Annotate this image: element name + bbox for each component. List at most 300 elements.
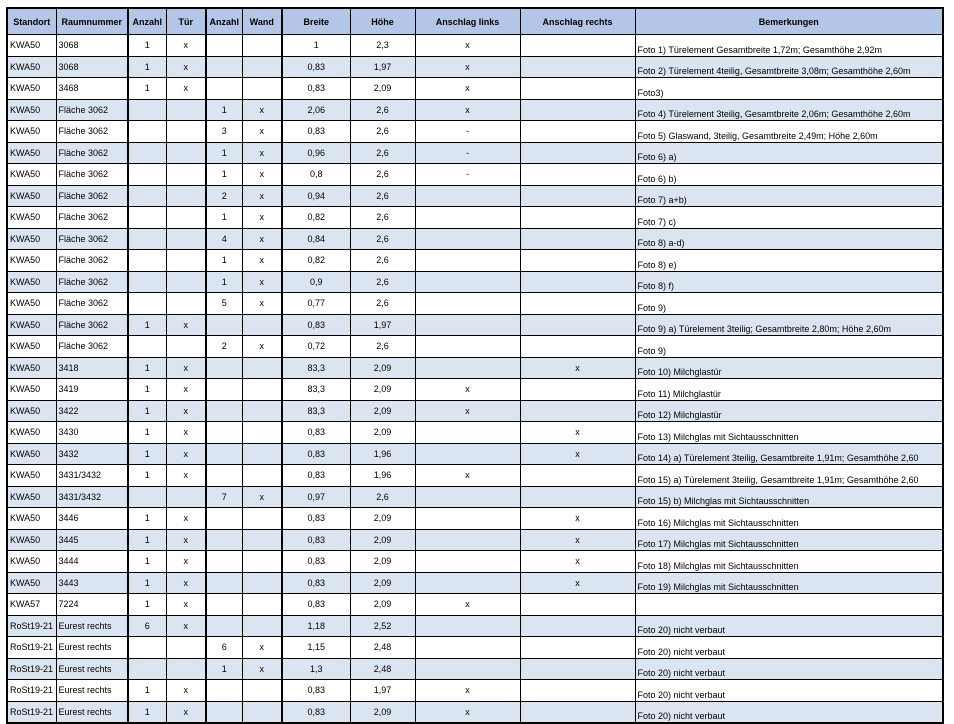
cell-raumnummer[interactable]: Eurest rechts [56, 680, 128, 702]
cell-anschlag-links[interactable]: x [415, 701, 520, 723]
cell-tuer[interactable] [166, 637, 206, 659]
cell-anschlag-links[interactable] [415, 422, 520, 444]
cell-anschlag-links[interactable] [415, 443, 520, 465]
cell-anzahl-tuer[interactable] [128, 142, 166, 164]
cell-bemerkungen[interactable]: Foto 9) [635, 293, 943, 315]
cell-anschlag-links[interactable]: x [415, 35, 520, 57]
cell-wand[interactable]: x [242, 99, 282, 121]
cell-anzahl-tuer[interactable]: 1 [128, 400, 166, 422]
cell-standort[interactable]: KWA50 [7, 336, 56, 358]
cell-anschlag-rechts[interactable] [520, 680, 635, 702]
cell-bemerkungen[interactable]: Foto 9) [635, 336, 943, 358]
cell-anzahl-wand[interactable] [206, 78, 242, 100]
cell-standort[interactable]: KWA50 [7, 422, 56, 444]
cell-anschlag-links[interactable] [415, 271, 520, 293]
cell-wand[interactable] [242, 314, 282, 336]
cell-hoehe[interactable]: 2,09 [350, 529, 415, 551]
cell-breite[interactable]: 0,83 [282, 78, 350, 100]
cell-breite[interactable]: 0,8 [282, 164, 350, 186]
cell-breite[interactable]: 0,72 [282, 336, 350, 358]
cell-anzahl-wand[interactable]: 1 [206, 271, 242, 293]
cell-breite[interactable]: 83,3 [282, 400, 350, 422]
cell-hoehe[interactable]: 2,6 [350, 228, 415, 250]
cell-anzahl-wand[interactable]: 6 [206, 637, 242, 659]
cell-wand[interactable] [242, 357, 282, 379]
cell-standort[interactable]: RoSt19-21 [7, 658, 56, 680]
cell-anzahl-wand[interactable] [206, 379, 242, 401]
cell-anzahl-tuer[interactable] [128, 164, 166, 186]
cell-anzahl-tuer[interactable] [128, 250, 166, 272]
col-header-bemerkungen[interactable]: Bemerkungen [635, 8, 943, 35]
cell-standort[interactable]: KWA50 [7, 443, 56, 465]
cell-anschlag-rechts[interactable] [520, 658, 635, 680]
cell-anzahl-wand[interactable]: 1 [206, 250, 242, 272]
cell-anzahl-tuer[interactable] [128, 336, 166, 358]
cell-anschlag-links[interactable] [415, 357, 520, 379]
cell-anzahl-wand[interactable] [206, 35, 242, 57]
cell-anzahl-tuer[interactable]: 1 [128, 572, 166, 594]
cell-wand[interactable] [242, 35, 282, 57]
cell-hoehe[interactable]: 2,09 [350, 400, 415, 422]
cell-standort[interactable]: KWA50 [7, 465, 56, 487]
cell-anschlag-rechts[interactable] [520, 314, 635, 336]
cell-anzahl-tuer[interactable] [128, 486, 166, 508]
cell-breite[interactable]: 0,83 [282, 56, 350, 78]
cell-anzahl-tuer[interactable]: 1 [128, 35, 166, 57]
cell-standort[interactable]: KWA50 [7, 185, 56, 207]
cell-standort[interactable]: RoSt19-21 [7, 615, 56, 637]
cell-wand[interactable] [242, 680, 282, 702]
cell-hoehe[interactable]: 2,6 [350, 142, 415, 164]
cell-anschlag-links[interactable]: - [415, 121, 520, 143]
cell-breite[interactable]: 1,18 [282, 615, 350, 637]
cell-breite[interactable]: 0,82 [282, 250, 350, 272]
cell-tuer[interactable] [166, 228, 206, 250]
cell-anzahl-tuer[interactable]: 1 [128, 508, 166, 530]
cell-anzahl-wand[interactable] [206, 56, 242, 78]
cell-anzahl-tuer[interactable]: 1 [128, 680, 166, 702]
cell-hoehe[interactable]: 2,09 [350, 508, 415, 530]
cell-hoehe[interactable]: 2,48 [350, 637, 415, 659]
cell-wand[interactable] [242, 56, 282, 78]
cell-anzahl-tuer[interactable] [128, 207, 166, 229]
cell-raumnummer[interactable]: 3432 [56, 443, 128, 465]
cell-standort[interactable]: KWA57 [7, 594, 56, 616]
cell-tuer[interactable] [166, 164, 206, 186]
cell-anschlag-links[interactable] [415, 250, 520, 272]
cell-breite[interactable]: 0,83 [282, 314, 350, 336]
cell-anschlag-links[interactable]: - [415, 142, 520, 164]
cell-hoehe[interactable]: 2,6 [350, 486, 415, 508]
cell-raumnummer[interactable]: 3419 [56, 379, 128, 401]
cell-raumnummer[interactable]: 7224 [56, 594, 128, 616]
cell-hoehe[interactable]: 1,97 [350, 56, 415, 78]
cell-anschlag-rechts[interactable] [520, 336, 635, 358]
cell-breite[interactable]: 0,83 [282, 594, 350, 616]
cell-standort[interactable]: KWA50 [7, 250, 56, 272]
cell-hoehe[interactable]: 1,96 [350, 465, 415, 487]
cell-anschlag-links[interactable] [415, 293, 520, 315]
cell-anzahl-wand[interactable] [206, 594, 242, 616]
cell-anschlag-rechts[interactable] [520, 56, 635, 78]
cell-wand[interactable]: x [242, 207, 282, 229]
cell-raumnummer[interactable]: Eurest rechts [56, 701, 128, 723]
cell-anzahl-wand[interactable]: 4 [206, 228, 242, 250]
col-header-breite[interactable]: Breite [282, 8, 350, 35]
cell-anschlag-links[interactable] [415, 551, 520, 573]
cell-hoehe[interactable]: 2,3 [350, 35, 415, 57]
cell-anzahl-tuer[interactable] [128, 658, 166, 680]
cell-anschlag-links[interactable] [415, 185, 520, 207]
cell-standort[interactable]: RoSt19-21 [7, 680, 56, 702]
cell-breite[interactable]: 1,15 [282, 637, 350, 659]
cell-tuer[interactable]: x [166, 551, 206, 573]
cell-breite[interactable]: 0,83 [282, 701, 350, 723]
cell-standort[interactable]: KWA50 [7, 357, 56, 379]
cell-anzahl-wand[interactable]: 1 [206, 164, 242, 186]
cell-anzahl-tuer[interactable] [128, 293, 166, 315]
cell-anzahl-tuer[interactable] [128, 99, 166, 121]
cell-standort[interactable]: KWA50 [7, 572, 56, 594]
cell-bemerkungen[interactable]: Foto 8) f) [635, 271, 943, 293]
cell-hoehe[interactable]: 2,09 [350, 379, 415, 401]
cell-breite[interactable]: 83,3 [282, 379, 350, 401]
cell-standort[interactable]: KWA50 [7, 207, 56, 229]
cell-standort[interactable]: KWA50 [7, 508, 56, 530]
cell-tuer[interactable]: x [166, 701, 206, 723]
cell-wand[interactable]: x [242, 637, 282, 659]
cell-anschlag-rechts[interactable] [520, 293, 635, 315]
cell-anzahl-tuer[interactable]: 1 [128, 551, 166, 573]
cell-anzahl-wand[interactable]: 1 [206, 658, 242, 680]
cell-hoehe[interactable]: 2,52 [350, 615, 415, 637]
cell-anschlag-rechts[interactable]: x [520, 551, 635, 573]
cell-bemerkungen[interactable]: Foto 19) Milchglas mit Sichtausschnitten [635, 572, 943, 594]
cell-bemerkungen[interactable]: Foto 6) a) [635, 142, 943, 164]
cell-raumnummer[interactable]: Fläche 3062 [56, 293, 128, 315]
cell-anzahl-wand[interactable] [206, 443, 242, 465]
cell-anschlag-links[interactable] [415, 207, 520, 229]
cell-hoehe[interactable]: 2,6 [350, 121, 415, 143]
cell-hoehe[interactable]: 1,97 [350, 314, 415, 336]
cell-anschlag-rechts[interactable]: x [520, 422, 635, 444]
cell-breite[interactable]: 0,83 [282, 443, 350, 465]
cell-tuer[interactable] [166, 293, 206, 315]
cell-tuer[interactable] [166, 250, 206, 272]
cell-anschlag-rechts[interactable] [520, 164, 635, 186]
cell-bemerkungen[interactable]: Foto 18) Milchglas mit Sichtausschnitten [635, 551, 943, 573]
cell-anschlag-links[interactable]: x [415, 379, 520, 401]
cell-anschlag-rechts[interactable]: x [520, 357, 635, 379]
cell-tuer[interactable]: x [166, 422, 206, 444]
cell-wand[interactable]: x [242, 185, 282, 207]
cell-anzahl-wand[interactable] [206, 357, 242, 379]
cell-anschlag-rechts[interactable]: x [520, 443, 635, 465]
cell-hoehe[interactable]: 2,6 [350, 164, 415, 186]
cell-anzahl-tuer[interactable] [128, 228, 166, 250]
cell-anschlag-links[interactable]: x [415, 594, 520, 616]
cell-bemerkungen[interactable]: Foto 7) c) [635, 207, 943, 229]
cell-raumnummer[interactable]: Fläche 3062 [56, 271, 128, 293]
cell-wand[interactable] [242, 551, 282, 573]
cell-breite[interactable]: 2,06 [282, 99, 350, 121]
cell-bemerkungen[interactable]: Foto 8) a-d) [635, 228, 943, 250]
cell-raumnummer[interactable]: Eurest rechts [56, 615, 128, 637]
cell-anzahl-tuer[interactable]: 1 [128, 314, 166, 336]
cell-bemerkungen[interactable]: Foto 15) b) Milchglas mit Sichtausschnitten [635, 486, 943, 508]
cell-anschlag-links[interactable] [415, 228, 520, 250]
cell-breite[interactable]: 0,96 [282, 142, 350, 164]
cell-tuer[interactable]: x [166, 508, 206, 530]
cell-anschlag-rechts[interactable] [520, 121, 635, 143]
cell-bemerkungen[interactable]: Foto 20) nicht verbaut [635, 615, 943, 637]
cell-anschlag-rechts[interactable] [520, 185, 635, 207]
cell-hoehe[interactable]: 2,6 [350, 185, 415, 207]
cell-tuer[interactable] [166, 185, 206, 207]
cell-anzahl-wand[interactable]: 1 [206, 99, 242, 121]
cell-anschlag-links[interactable]: x [415, 99, 520, 121]
cell-hoehe[interactable]: 2,6 [350, 99, 415, 121]
cell-bemerkungen[interactable]: Foto3) [635, 78, 943, 100]
cell-anzahl-tuer[interactable]: 1 [128, 529, 166, 551]
cell-anschlag-rechts[interactable] [520, 207, 635, 229]
cell-hoehe[interactable]: 2,09 [350, 551, 415, 573]
cell-anzahl-wand[interactable]: 1 [206, 207, 242, 229]
cell-raumnummer[interactable]: Fläche 3062 [56, 314, 128, 336]
cell-anschlag-rechts[interactable] [520, 637, 635, 659]
cell-hoehe[interactable]: 2,6 [350, 271, 415, 293]
cell-anzahl-tuer[interactable]: 1 [128, 594, 166, 616]
cell-anschlag-links[interactable] [415, 572, 520, 594]
cell-raumnummer[interactable]: 3431/3432 [56, 465, 128, 487]
cell-hoehe[interactable]: 2,48 [350, 658, 415, 680]
col-header-wand[interactable]: Wand [242, 8, 282, 35]
cell-anschlag-links[interactable] [415, 615, 520, 637]
cell-raumnummer[interactable]: 3068 [56, 35, 128, 57]
cell-standort[interactable]: RoSt19-21 [7, 701, 56, 723]
cell-anschlag-rechts[interactable] [520, 250, 635, 272]
cell-raumnummer[interactable]: 3446 [56, 508, 128, 530]
cell-tuer[interactable] [166, 658, 206, 680]
cell-tuer[interactable]: x [166, 314, 206, 336]
cell-breite[interactable]: 0,83 [282, 465, 350, 487]
col-header-anzahl-wand[interactable]: Anzahl [206, 8, 242, 35]
cell-wand[interactable]: x [242, 142, 282, 164]
cell-anschlag-links[interactable]: x [415, 56, 520, 78]
cell-tuer[interactable]: x [166, 443, 206, 465]
cell-anzahl-wand[interactable] [206, 615, 242, 637]
cell-bemerkungen[interactable]: Foto 15) a) Türelement 3teilig, Gesamtbreite 1,91m; Gesamthöhe 2,60 [635, 465, 943, 487]
cell-anzahl-wand[interactable] [206, 551, 242, 573]
cell-anschlag-rechts[interactable] [520, 142, 635, 164]
cell-bemerkungen[interactable]: Foto 5) Glaswand, 3teilig, Gesamtbreite 2,49m; Höhe 2,60m [635, 121, 943, 143]
cell-wand[interactable] [242, 443, 282, 465]
cell-wand[interactable] [242, 379, 282, 401]
cell-tuer[interactable]: x [166, 572, 206, 594]
cell-breite[interactable]: 1,3 [282, 658, 350, 680]
cell-anzahl-tuer[interactable]: 1 [128, 78, 166, 100]
cell-tuer[interactable]: x [166, 594, 206, 616]
cell-tuer[interactable] [166, 207, 206, 229]
cell-anzahl-wand[interactable]: 2 [206, 185, 242, 207]
cell-wand[interactable]: x [242, 271, 282, 293]
cell-anschlag-links[interactable]: x [415, 78, 520, 100]
cell-anschlag-links[interactable] [415, 658, 520, 680]
cell-bemerkungen[interactable]: Foto 20) nicht verbaut [635, 701, 943, 723]
cell-raumnummer[interactable]: 3422 [56, 400, 128, 422]
cell-tuer[interactable] [166, 142, 206, 164]
cell-anschlag-links[interactable]: x [415, 465, 520, 487]
cell-anzahl-wand[interactable] [206, 314, 242, 336]
cell-anzahl-wand[interactable] [206, 572, 242, 594]
cell-standort[interactable]: KWA50 [7, 486, 56, 508]
cell-raumnummer[interactable]: Eurest rechts [56, 658, 128, 680]
cell-bemerkungen[interactable]: Foto 8) e) [635, 250, 943, 272]
cell-standort[interactable]: RoSt19-21 [7, 637, 56, 659]
cell-anzahl-wand[interactable]: 5 [206, 293, 242, 315]
cell-raumnummer[interactable]: Fläche 3062 [56, 121, 128, 143]
cell-anschlag-rechts[interactable] [520, 701, 635, 723]
cell-raumnummer[interactable]: 3468 [56, 78, 128, 100]
cell-anschlag-rechts[interactable] [520, 228, 635, 250]
cell-wand[interactable] [242, 572, 282, 594]
cell-standort[interactable]: KWA50 [7, 400, 56, 422]
cell-standort[interactable]: KWA50 [7, 228, 56, 250]
cell-tuer[interactable]: x [166, 680, 206, 702]
col-header-anzahl-tuer[interactable]: Anzahl [128, 8, 166, 35]
cell-anschlag-links[interactable] [415, 508, 520, 530]
cell-breite[interactable]: 0,84 [282, 228, 350, 250]
cell-anzahl-wand[interactable] [206, 422, 242, 444]
cell-anschlag-links[interactable] [415, 529, 520, 551]
cell-anschlag-rechts[interactable]: x [520, 529, 635, 551]
col-header-hoehe[interactable]: Höhe [350, 8, 415, 35]
cell-bemerkungen[interactable]: Foto 6) b) [635, 164, 943, 186]
cell-standort[interactable]: KWA50 [7, 99, 56, 121]
cell-anzahl-tuer[interactable] [128, 271, 166, 293]
cell-breite[interactable]: 83,3 [282, 357, 350, 379]
cell-breite[interactable]: 0,97 [282, 486, 350, 508]
cell-anzahl-wand[interactable] [206, 529, 242, 551]
cell-wand[interactable] [242, 465, 282, 487]
cell-wand[interactable]: x [242, 250, 282, 272]
cell-anschlag-rechts[interactable] [520, 35, 635, 57]
cell-hoehe[interactable]: 2,09 [350, 701, 415, 723]
cell-bemerkungen[interactable]: Foto 13) Milchglas mit Sichtausschnitten [635, 422, 943, 444]
cell-wand[interactable] [242, 615, 282, 637]
cell-anzahl-wand[interactable]: 3 [206, 121, 242, 143]
cell-tuer[interactable]: x [166, 357, 206, 379]
cell-bemerkungen[interactable]: Foto 17) Milchglas mit Sichtausschnitten [635, 529, 943, 551]
cell-hoehe[interactable]: 2,6 [350, 336, 415, 358]
cell-anzahl-wand[interactable] [206, 680, 242, 702]
cell-hoehe[interactable]: 2,09 [350, 357, 415, 379]
cell-anzahl-wand[interactable] [206, 508, 242, 530]
cell-anzahl-tuer[interactable] [128, 185, 166, 207]
cell-hoehe[interactable]: 2,6 [350, 207, 415, 229]
cell-bemerkungen[interactable]: Foto 10) Milchglastür [635, 357, 943, 379]
cell-raumnummer[interactable]: Fläche 3062 [56, 142, 128, 164]
cell-raumnummer[interactable]: 3431/3432 [56, 486, 128, 508]
cell-anschlag-links[interactable]: x [415, 680, 520, 702]
cell-tuer[interactable]: x [166, 615, 206, 637]
cell-bemerkungen[interactable]: Foto 11) Milchglastür [635, 379, 943, 401]
cell-hoehe[interactable]: 2,09 [350, 594, 415, 616]
cell-standort[interactable]: KWA50 [7, 121, 56, 143]
cell-wand[interactable]: x [242, 293, 282, 315]
cell-wand[interactable] [242, 508, 282, 530]
cell-wand[interactable]: x [242, 658, 282, 680]
cell-anzahl-tuer[interactable]: 1 [128, 357, 166, 379]
cell-wand[interactable]: x [242, 486, 282, 508]
cell-anzahl-tuer[interactable]: 1 [128, 701, 166, 723]
cell-anschlag-rechts[interactable] [520, 78, 635, 100]
cell-hoehe[interactable]: 1,96 [350, 443, 415, 465]
cell-anschlag-rechts[interactable] [520, 615, 635, 637]
cell-wand[interactable] [242, 400, 282, 422]
cell-breite[interactable]: 0,82 [282, 207, 350, 229]
cell-wand[interactable]: x [242, 121, 282, 143]
cell-breite[interactable]: 0,83 [282, 121, 350, 143]
cell-tuer[interactable] [166, 271, 206, 293]
cell-anzahl-tuer[interactable]: 1 [128, 443, 166, 465]
cell-breite[interactable]: 1 [282, 35, 350, 57]
cell-standort[interactable]: KWA50 [7, 293, 56, 315]
cell-anzahl-tuer[interactable]: 6 [128, 615, 166, 637]
cell-raumnummer[interactable]: Fläche 3062 [56, 207, 128, 229]
cell-raumnummer[interactable]: Fläche 3062 [56, 250, 128, 272]
cell-anzahl-wand[interactable] [206, 400, 242, 422]
cell-wand[interactable]: x [242, 228, 282, 250]
cell-anzahl-wand[interactable]: 7 [206, 486, 242, 508]
cell-wand[interactable] [242, 422, 282, 444]
cell-anschlag-rechts[interactable] [520, 486, 635, 508]
col-header-raumnummer[interactable]: Raumnummer [56, 8, 128, 35]
cell-anzahl-wand[interactable] [206, 465, 242, 487]
cell-breite[interactable]: 0,83 [282, 508, 350, 530]
cell-wand[interactable] [242, 529, 282, 551]
col-header-anschlag-rechts[interactable]: Anschlag rechts [520, 8, 635, 35]
cell-breite[interactable]: 0,9 [282, 271, 350, 293]
cell-bemerkungen[interactable]: Foto 20) nicht verbaut [635, 680, 943, 702]
cell-raumnummer[interactable]: 3444 [56, 551, 128, 573]
cell-standort[interactable]: KWA50 [7, 314, 56, 336]
cell-breite[interactable]: 0,94 [282, 185, 350, 207]
cell-hoehe[interactable]: 2,09 [350, 572, 415, 594]
cell-anschlag-links[interactable]: x [415, 400, 520, 422]
cell-anzahl-tuer[interactable]: 1 [128, 422, 166, 444]
cell-breite[interactable]: 0,83 [282, 529, 350, 551]
cell-raumnummer[interactable]: Fläche 3062 [56, 228, 128, 250]
cell-raumnummer[interactable]: 3430 [56, 422, 128, 444]
cell-breite[interactable]: 0,83 [282, 680, 350, 702]
cell-anzahl-tuer[interactable]: 1 [128, 465, 166, 487]
cell-tuer[interactable]: x [166, 465, 206, 487]
cell-bemerkungen[interactable]: Foto 4) Türelement 3teilig, Gesamtbreite 2,06m; Gesamthöhe 2,60m [635, 99, 943, 121]
cell-anzahl-tuer[interactable] [128, 637, 166, 659]
cell-anschlag-rechts[interactable]: x [520, 508, 635, 530]
cell-bemerkungen[interactable]: Foto 12) Milchglastür [635, 400, 943, 422]
cell-bemerkungen[interactable]: Foto 7) a+b) [635, 185, 943, 207]
cell-raumnummer[interactable]: 3445 [56, 529, 128, 551]
cell-wand[interactable]: x [242, 336, 282, 358]
cell-anzahl-wand[interactable]: 1 [206, 142, 242, 164]
cell-tuer[interactable]: x [166, 35, 206, 57]
cell-raumnummer[interactable]: 3443 [56, 572, 128, 594]
cell-anschlag-rechts[interactable] [520, 271, 635, 293]
cell-breite[interactable]: 0,83 [282, 551, 350, 573]
cell-standort[interactable]: KWA50 [7, 529, 56, 551]
